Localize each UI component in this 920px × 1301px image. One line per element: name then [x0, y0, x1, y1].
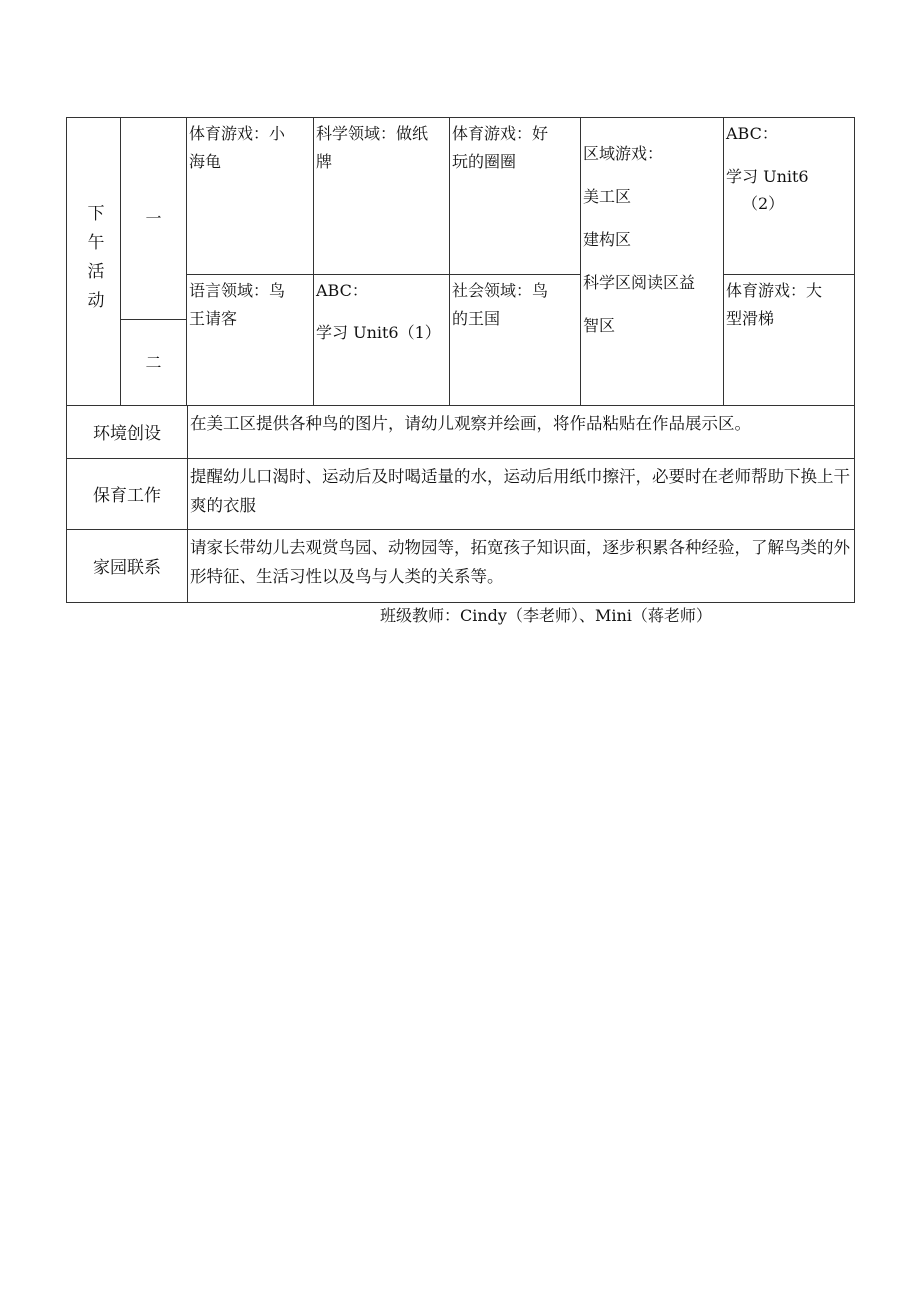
activity-tue-pm1: 科学领域：做纸 牌	[313, 117, 450, 275]
period-one-cell	[120, 117, 187, 320]
afternoon-label-cell	[66, 117, 121, 406]
care-label: 保育工作	[67, 458, 188, 529]
period-two: 二	[145, 352, 162, 372]
care-row	[66, 458, 855, 530]
activity-tue-pm2: ABC： 学习 Unit6（1）	[313, 274, 450, 406]
teacher-line: 班级教师：Cindy（李老师）、Mini（蒋老师）	[380, 606, 712, 625]
period-two-cell	[120, 319, 187, 406]
afternoon-label: 下午活动	[83, 203, 104, 320]
activity-fri-pm1: ABC： 学习 Unit6 （2）	[723, 117, 855, 275]
activity-wed-pm1: 体育游戏：好 玩的圈圈	[449, 117, 581, 275]
home-label: 家园联系	[67, 529, 188, 602]
home-row	[66, 529, 855, 603]
environment-text: 在美工区提供各种鸟的图片，请幼儿观察并绘画，将作品粘贴在作品展示区。	[190, 414, 751, 433]
environment-row	[66, 405, 855, 459]
care-text: 提醒幼儿口渴时、运动后及时喝适量的水，运动后用纸巾擦汗，必要时在老师帮助下换上干爽的衣服	[190, 467, 850, 515]
activity-mon-pm2: 语言领域：鸟 王请客	[186, 274, 314, 406]
activity-wed-pm2: 社会领域：鸟 的王国	[449, 274, 581, 406]
activity-mon-pm1: 体育游戏：小 海龟	[186, 117, 314, 275]
home-text: 请家长带幼儿去观赏鸟园、动物园等，拓宽孩子知识面，逐步积累各种经验，了解鸟类的外形特征、生活习性以及鸟与人类的关系等。	[190, 538, 850, 586]
period-one: 一	[145, 208, 162, 228]
activity-fri-pm2: 体育游戏：大 型滑梯	[723, 274, 855, 406]
activity-area-game: 区域游戏： 美工区 建构区 科学区阅读区益 智区	[580, 117, 724, 406]
environment-label: 环境创设	[67, 405, 188, 458]
